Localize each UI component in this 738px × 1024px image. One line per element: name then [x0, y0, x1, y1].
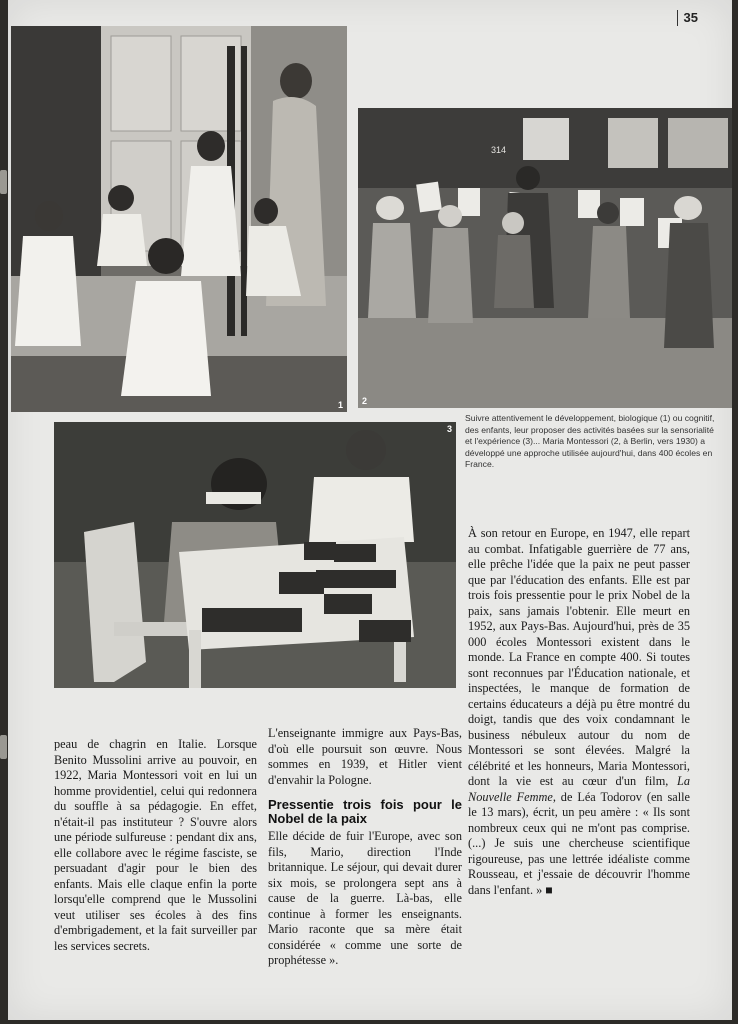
train-car-number: 314: [491, 145, 507, 155]
article-column-right: [468, 526, 690, 898]
section-subheading: Pressentie trois fois pour le Nobel de la paix: [268, 797, 462, 826]
end-mark: ■: [545, 882, 553, 897]
photo-number-3: 3: [446, 424, 452, 434]
photo-children-train-station: [358, 108, 732, 408]
binder-ring-bottom: [0, 735, 7, 759]
paragraph-right: [468, 526, 690, 898]
binder-ring-top: [0, 170, 7, 194]
paragraph-left: peau de chagrin en Italie. Lorsque Benito Mussolini arrive au pouvoir, en 1922, Maria Montessori voit en lui un homme providentiel, celui qui redonnera du souffle à sa pédagogie. En effet, n'était-il pas instituteur ? S'ouvre alors une période sulfureuse : pendant dix ans, elle collabore avec le régime fasciste, se persuadant d'agir pour le bien des enfants. Mais elle claque enfin la porte lorsqu'elle comprend que le Mussolini veut utiliser ses écoles à des fins d'embrigadement, et la fait surveiller par les services secrets.: [54, 737, 257, 953]
page-number: 35: [677, 10, 698, 26]
film-title: La Nouvelle Femme: [468, 774, 691, 804]
paragraph-middle-2: Elle décide de fuir l'Europe, avec son fils, Mario, direction l'Inde britannique. Le séjour, qui devait durer six mois, se prolongera sept ans à cause de la guerre. Là-bas, elle continue à former les enseignants. Mario raconte que sa mère était considérée « comme une sorte de prophétesse ».: [268, 829, 462, 967]
photo-blindfolded-child-letters: [54, 422, 456, 688]
photo-number-2: 2: [362, 396, 368, 406]
photo-2-drawing: [358, 108, 732, 408]
paragraph-right-end: , de Léa Todorov (en salle le 13 mars), écrit, un peu amère : « Ils sont nombreux ceux qui ne m'ont pas comprise. (...) Je suis une chercheuse scientifique rigoureuse, pas une lettrée idéaliste comme Rousseau, et j'essaie de découvrir l'homme dans l'enfant. »: [468, 789, 691, 897]
magazine-page: [8, 0, 732, 1020]
photo-3-drawing: [54, 422, 456, 688]
article-column-middle: [268, 726, 462, 969]
photo-1-drawing: [11, 26, 347, 412]
photo-classroom-measurement: [11, 26, 347, 412]
photo-caption: Suivre attentivement le développement, biologique (1) ou cognitif, des enfants, leur proposer des activités basées sur la sensorialité et l'expérience (3)... Maria Montessori (2, à Berlin, vers 1930) a développé une approche utilisée aujourd'hui, dans 400 écoles en France.: [465, 413, 715, 470]
article-column-left: [54, 737, 257, 954]
photo-number-1: 1: [337, 400, 343, 410]
paragraph-middle-1: L'enseignante immigre aux Pays-Bas, d'où elle poursuit son œuvre. Nous sommes en 1939, et Hitler vient d'envahir la Pologne.: [268, 726, 462, 787]
paragraph-right-text: À son retour en Europe, en 1947, elle repart au combat. Infatigable guerrière de 77 ans, elle prêche l'idée que la paix ne peut passer que par l'éducation des enfants. Elle est par trois fois pressentie pour le prix Nobel de la paix, sans jamais l'obtenir. Elle meurt en 1952, aux Pays-Bas. Aujourd'hui, près de 35 000 écoles Montessori existent dans le monde. La France en compte 400. Si toutes sont reconnues par l'Éducation nationale, et inspectées, le manque de formation de certains éducateurs a déjà pu être montré du doigt, tandis que des voix condamnant le business nébuleux autour du nom de Montessori se sont élevées. Malgré la célébrité et les honneurs, Maria Montessori, dont la vie est au cœur d'un film,: [468, 526, 690, 788]
